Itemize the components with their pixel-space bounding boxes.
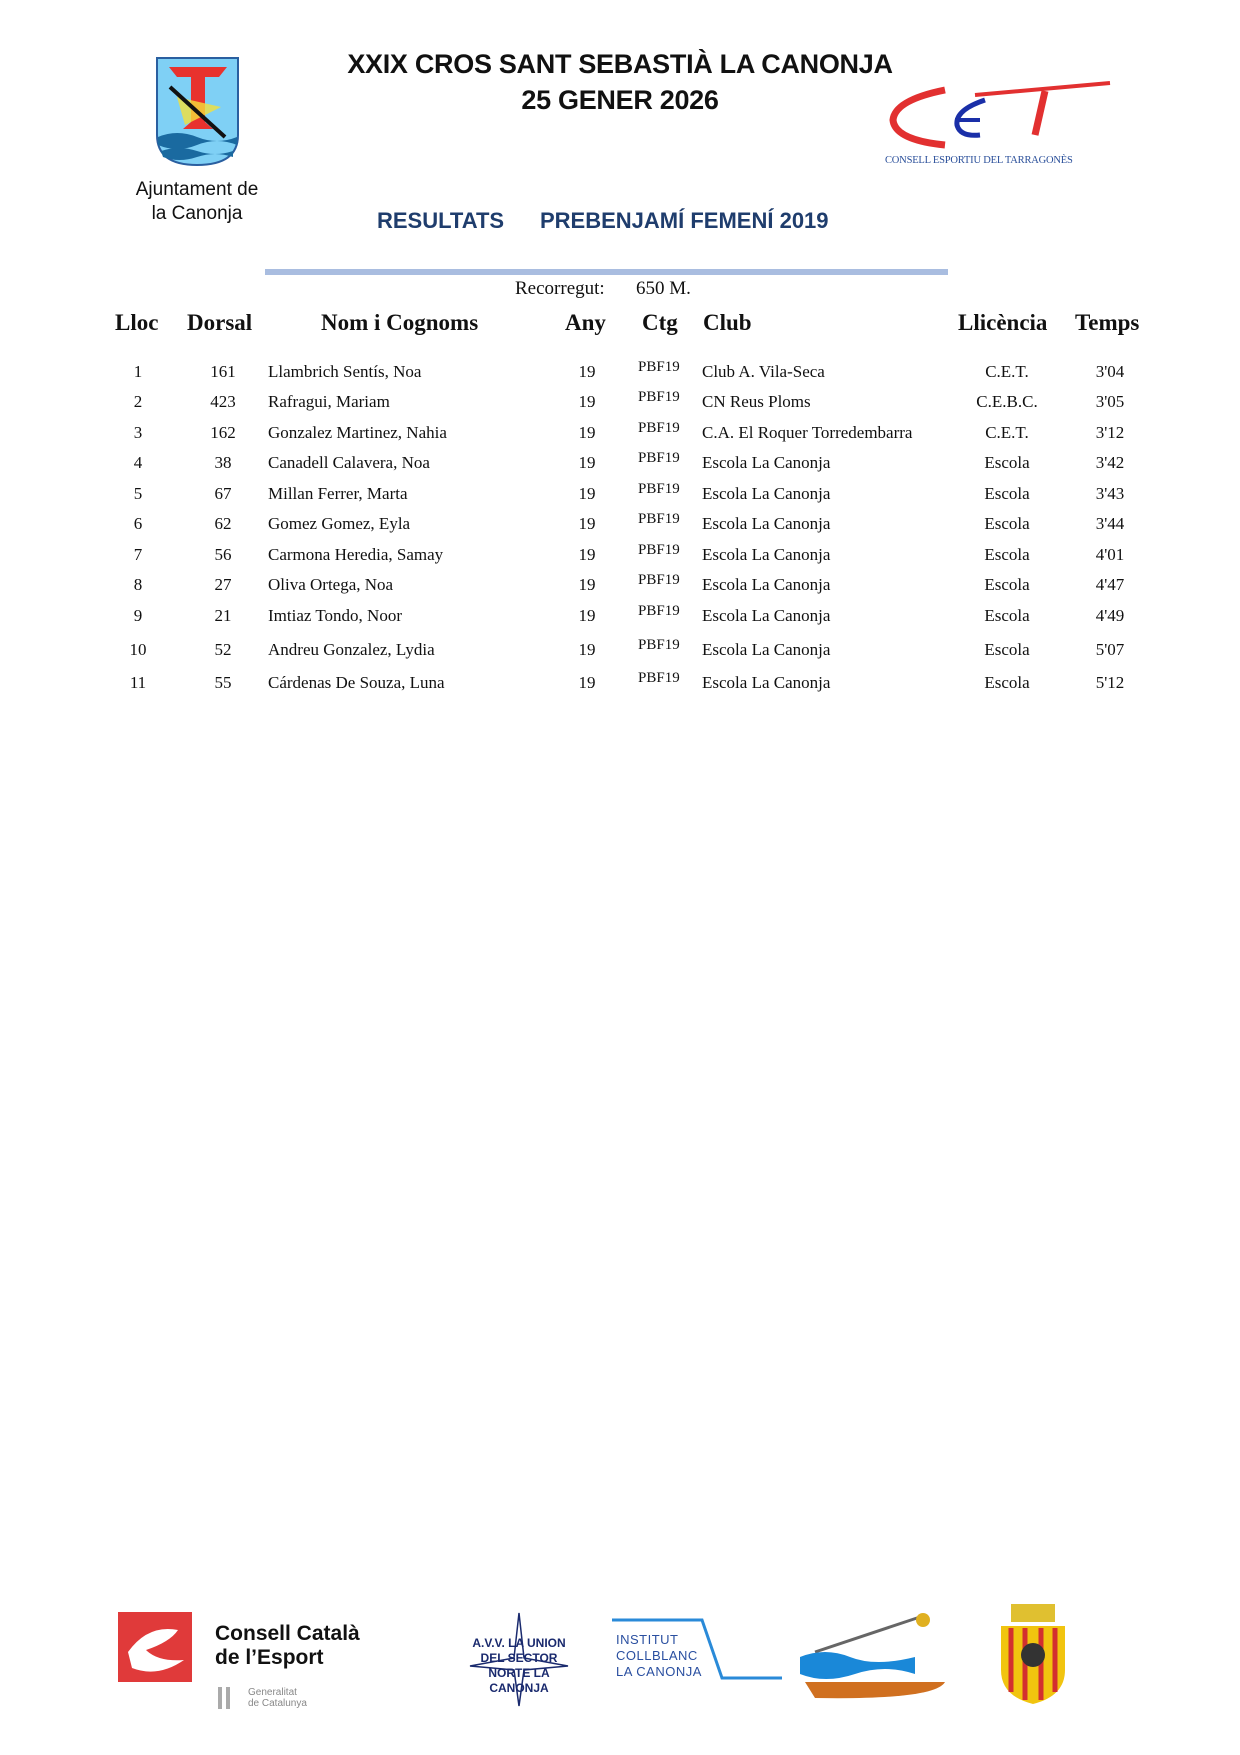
cell-ctg: PBF19 bbox=[638, 359, 680, 375]
collblanc-logo-text: INSTITUT COLLBLANC LA CANONJA bbox=[616, 1632, 702, 1679]
col-header-any: Any bbox=[565, 310, 606, 335]
cell-any: 19 bbox=[578, 362, 596, 381]
cell-dorsal: 162 bbox=[210, 423, 236, 442]
cell-dorsal: 161 bbox=[210, 362, 236, 381]
cell-lloc: 9 bbox=[133, 606, 143, 625]
cell-dorsal: 52 bbox=[214, 640, 232, 659]
cell-name: Gonzalez Martinez, Nahia bbox=[268, 423, 447, 442]
cet-logo bbox=[885, 75, 1125, 175]
cell-club: C.A. El Roquer Torredembarra bbox=[702, 423, 913, 442]
cell-llicencia: C.E.T. bbox=[985, 423, 1029, 442]
cell-club: Escola La Canonja bbox=[702, 545, 831, 564]
table-row bbox=[0, 420, 1240, 453]
cell-lloc: 10 bbox=[129, 640, 147, 659]
cell-lloc: 4 bbox=[133, 453, 143, 472]
cell-ctg: PBF19 bbox=[638, 670, 680, 686]
table-row bbox=[0, 637, 1240, 670]
cell-llicencia: Escola bbox=[984, 514, 1030, 533]
cell-temps: 4'47 bbox=[1095, 575, 1125, 594]
cell-dorsal: 56 bbox=[214, 545, 232, 564]
cell-any: 19 bbox=[578, 514, 596, 533]
cell-any: 19 bbox=[578, 673, 596, 692]
cell-name: Oliva Ortega, Noa bbox=[268, 575, 394, 594]
institut-collblanc-logo bbox=[612, 1618, 782, 1698]
table-row bbox=[0, 511, 1240, 544]
consell-catala-esport-logo bbox=[118, 1612, 418, 1712]
cell-club: CN Reus Ploms bbox=[702, 392, 811, 411]
ccesport-line1: Consell Català bbox=[215, 1622, 360, 1645]
cell-club: Escola La Canonja bbox=[702, 673, 831, 692]
cell-dorsal: 67 bbox=[214, 484, 232, 503]
cell-temps: 3'05 bbox=[1095, 392, 1125, 411]
cell-llicencia: C.E.T. bbox=[985, 362, 1029, 381]
col-header-club: Club bbox=[703, 310, 752, 335]
col-header-name: Nom i Cognoms bbox=[321, 310, 479, 335]
table-row bbox=[0, 389, 1240, 422]
cell-club: Escola La Canonja bbox=[702, 484, 831, 503]
canonja-shield-logo bbox=[993, 1600, 1073, 1710]
cell-name: Cárdenas De Souza, Luna bbox=[268, 673, 445, 692]
cell-llicencia: Escola bbox=[984, 640, 1030, 659]
ccesport-line2: de l’Esport bbox=[215, 1646, 324, 1669]
cell-name: Andreu Gonzalez, Lydia bbox=[268, 640, 435, 659]
cell-name: Imtiaz Tondo, Noor bbox=[268, 606, 402, 625]
generalitat-line1: Generalitat bbox=[248, 1687, 297, 1698]
cell-club: Escola La Canonja bbox=[702, 575, 831, 594]
cell-name: Carmona Heredia, Samay bbox=[268, 545, 444, 564]
cell-ctg: PBF19 bbox=[638, 450, 680, 466]
cell-lloc: 11 bbox=[129, 673, 147, 692]
cell-ctg: PBF19 bbox=[638, 572, 680, 588]
course-distance: 650 M. bbox=[636, 278, 691, 299]
cell-name: Rafragui, Mariam bbox=[268, 392, 390, 411]
ccesport-mark-icon bbox=[118, 1612, 192, 1682]
cell-temps: 3'43 bbox=[1095, 484, 1125, 503]
cell-dorsal: 55 bbox=[214, 673, 232, 692]
cell-lloc: 5 bbox=[133, 484, 143, 503]
cell-ctg: PBF19 bbox=[638, 511, 680, 527]
cell-temps: 5'07 bbox=[1095, 640, 1125, 659]
cell-name: Llambrich Sentís, Noa bbox=[268, 362, 422, 381]
table-row bbox=[0, 481, 1240, 514]
cell-dorsal: 62 bbox=[214, 514, 232, 533]
cell-any: 19 bbox=[578, 484, 596, 503]
cell-llicencia: Escola bbox=[984, 484, 1030, 503]
cell-temps: 3'44 bbox=[1095, 514, 1125, 533]
cell-ctg: PBF19 bbox=[638, 603, 680, 619]
cell-lloc: 7 bbox=[133, 545, 143, 564]
cell-ctg: PBF19 bbox=[638, 481, 680, 497]
cell-any: 19 bbox=[578, 423, 596, 442]
cell-ctg: PBF19 bbox=[638, 420, 680, 436]
cell-lloc: 3 bbox=[133, 423, 143, 442]
event-date: 25 GENER 2026 bbox=[521, 85, 719, 115]
cell-any: 19 bbox=[578, 392, 596, 411]
cell-llicencia: Escola bbox=[984, 545, 1030, 564]
canonja-waves-logo bbox=[795, 1612, 950, 1707]
col-header-dorsal: Dorsal bbox=[187, 310, 253, 335]
cell-temps: 4'01 bbox=[1095, 545, 1125, 564]
cell-temps: 3'42 bbox=[1095, 453, 1125, 472]
cell-club: Escola La Canonja bbox=[702, 514, 831, 533]
col-header-ctg: Ctg bbox=[642, 310, 678, 335]
municipality-line2: la Canonja bbox=[151, 203, 243, 224]
results-label: RESULTATS bbox=[377, 208, 505, 233]
category-label: PREBENJAMÍ FEMENÍ 2019 bbox=[540, 208, 829, 233]
table-row bbox=[0, 572, 1240, 605]
col-header-llicencia: Llicència bbox=[958, 310, 1048, 335]
cell-club: Escola La Canonja bbox=[702, 606, 831, 625]
cell-lloc: 1 bbox=[133, 362, 143, 381]
event-title: XXIX CROS SANT SEBASTIÀ LA CANONJA bbox=[347, 49, 893, 79]
cell-any: 19 bbox=[578, 545, 596, 564]
cell-lloc: 8 bbox=[133, 575, 143, 594]
cell-llicencia: Escola bbox=[984, 453, 1030, 472]
generalitat-line2: de Catalunya bbox=[248, 1698, 307, 1709]
course-label: Recorregut: bbox=[515, 278, 605, 299]
cell-any: 19 bbox=[578, 640, 596, 659]
cell-llicencia: C.E.B.C. bbox=[976, 392, 1038, 411]
cell-club: Escola La Canonja bbox=[702, 453, 831, 472]
cell-name: Canadell Calavera, Noa bbox=[268, 453, 430, 472]
table-row bbox=[0, 359, 1240, 392]
col-header-lloc: Lloc bbox=[115, 310, 159, 335]
municipality-line1: Ajuntament de bbox=[135, 179, 259, 200]
cell-ctg: PBF19 bbox=[638, 542, 680, 558]
cell-name: Millan Ferrer, Marta bbox=[268, 484, 408, 503]
table-row bbox=[0, 542, 1240, 575]
cell-dorsal: 21 bbox=[214, 606, 232, 625]
cet-logo-text: CONSELL ESPORTIU DEL TARRAGONÈS bbox=[885, 155, 1073, 166]
cell-lloc: 6 bbox=[133, 514, 143, 533]
municipality-name bbox=[97, 178, 297, 226]
cell-dorsal: 423 bbox=[210, 392, 236, 411]
cell-temps: 3'04 bbox=[1095, 362, 1125, 381]
table-row bbox=[0, 450, 1240, 483]
cell-lloc: 2 bbox=[133, 392, 143, 411]
cell-temps: 5'12 bbox=[1095, 673, 1125, 692]
cell-temps: 4'49 bbox=[1095, 606, 1125, 625]
cell-dorsal: 38 bbox=[214, 453, 232, 472]
cell-any: 19 bbox=[578, 575, 596, 594]
cell-club: Escola La Canonja bbox=[702, 640, 831, 659]
cell-dorsal: 27 bbox=[214, 575, 232, 594]
table-row bbox=[0, 603, 1240, 636]
cell-ctg: PBF19 bbox=[638, 389, 680, 405]
cell-club: Club A. Vila-Seca bbox=[702, 362, 825, 381]
cell-llicencia: Escola bbox=[984, 673, 1030, 692]
cell-llicencia: Escola bbox=[984, 575, 1030, 594]
divider-rule bbox=[265, 269, 948, 275]
table-row bbox=[0, 670, 1240, 703]
col-header-temps: Temps bbox=[1075, 310, 1140, 335]
cell-ctg: PBF19 bbox=[638, 637, 680, 653]
cell-name: Gomez Gomez, Eyla bbox=[268, 514, 411, 533]
avv-sector-norte-logo bbox=[458, 1608, 580, 1708]
avv-logo-text: A.V.V. LA UNION DEL SECTOR NORTE LA CANONJA bbox=[472, 1636, 566, 1695]
cell-llicencia: Escola bbox=[984, 606, 1030, 625]
cell-any: 19 bbox=[578, 606, 596, 625]
cell-any: 19 bbox=[578, 453, 596, 472]
cell-temps: 3'12 bbox=[1095, 423, 1125, 442]
